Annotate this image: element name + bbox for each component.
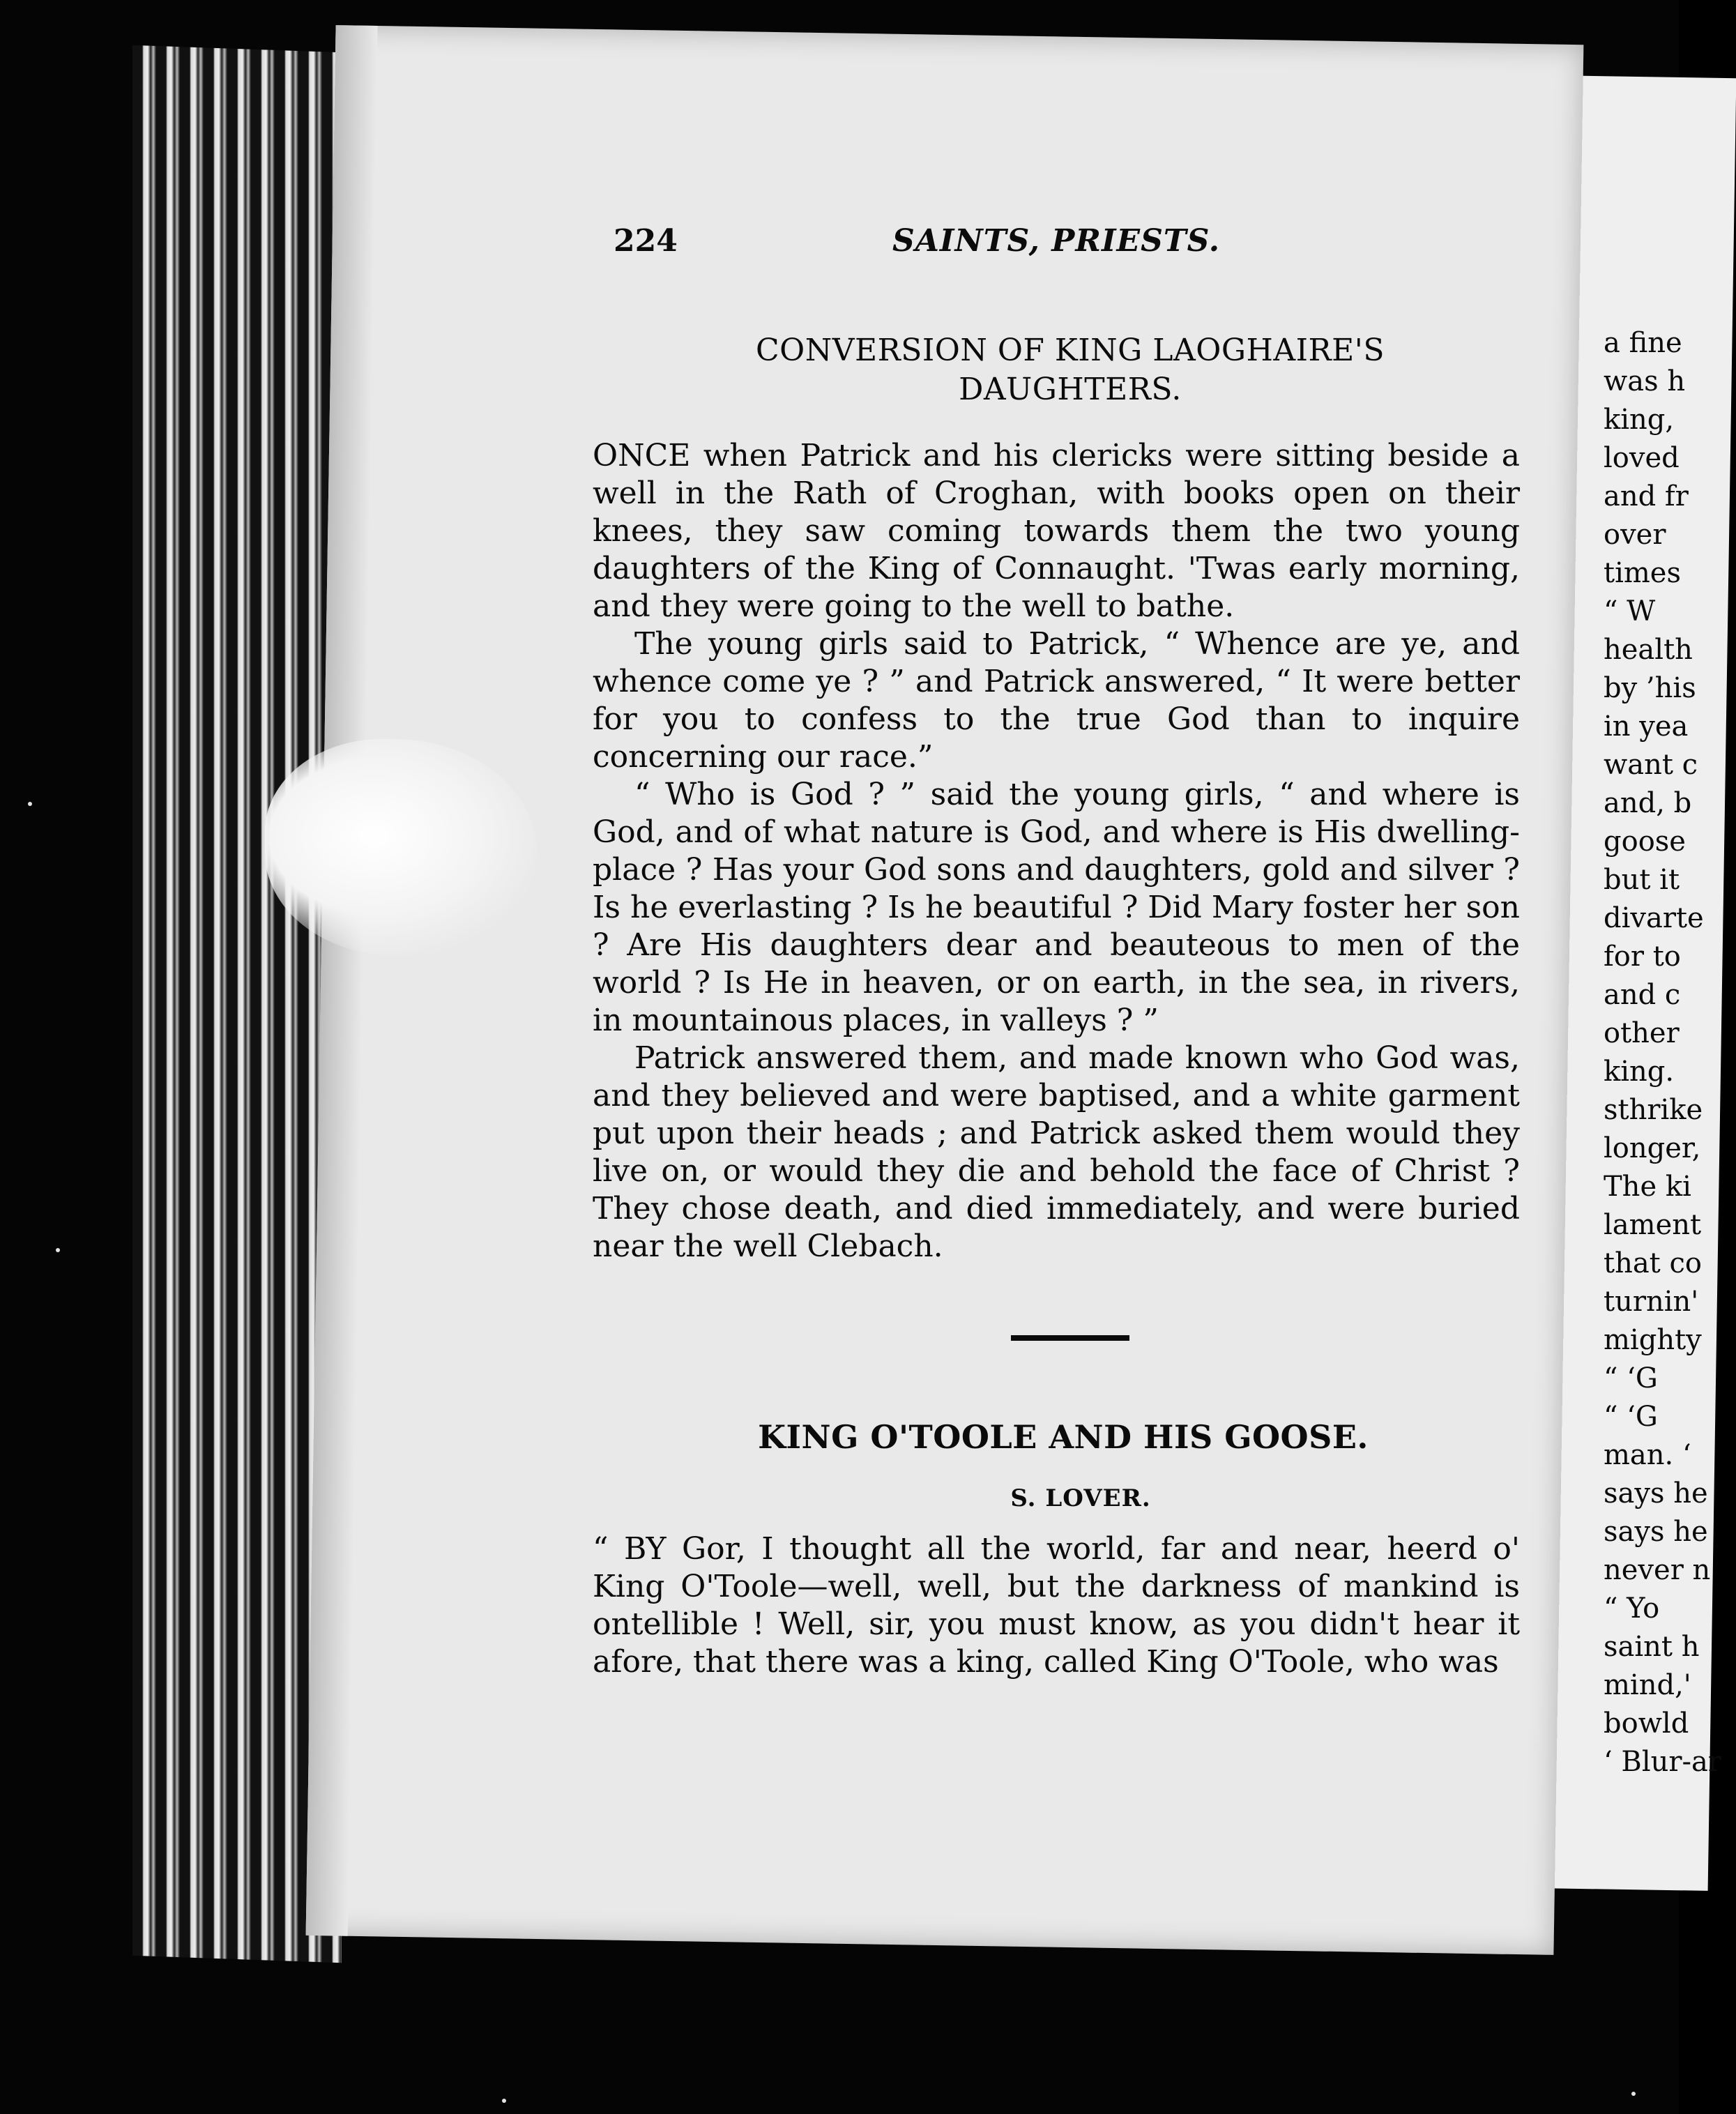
section-title-king-otoole: KING O'TOOLE AND HIS GOOSE. [758, 1418, 1369, 1456]
section-title-line: CONVERSION OF KING LAOGHAIRE'S [755, 333, 1385, 368]
page-number: 224 [614, 223, 678, 259]
facing-page-line: longer, [1604, 1132, 1701, 1164]
paragraph: ONCE when Patrick and his clericks were sitting beside a well in the Rath of Croghan, with books open on their knees, they saw coming towards them the two young daughters of the King of Connaught. 'Twas early morning, and they were going to the well to bathe. [593, 438, 1520, 624]
facing-page-line: and, b [1604, 787, 1692, 819]
paragraph: Patrick answered them, and made known who God was, and they believed and were baptised, and a white garment put upon their heads ; and Patrick asked them would they live on, or would they die and behold the face of Christ ? They chose death, and died immediately, and were buried near the well Clebach. [593, 1040, 1520, 1264]
facing-page-line: king. [1604, 1056, 1675, 1088]
facing-page-line: bowld [1604, 1708, 1689, 1740]
section-title-conversion [593, 331, 1520, 409]
facing-page-line: loved [1604, 442, 1680, 474]
facing-page-line: want c [1604, 749, 1698, 781]
facing-page-line: and fr [1604, 480, 1689, 512]
running-head: SAINTS, PRIESTS. [892, 223, 1221, 259]
facing-page-line: in yea [1604, 710, 1689, 743]
facing-page-text [1604, 324, 1721, 1781]
facing-page-line: lament [1604, 1209, 1702, 1241]
facing-page-line: that co [1604, 1247, 1702, 1279]
facing-page-line: “ Yo [1604, 1592, 1660, 1625]
facing-page-line: for to [1604, 941, 1681, 973]
section-title-line: DAUGHTERS. [959, 372, 1182, 407]
facing-page-line: and c [1604, 979, 1681, 1011]
paragraph: “ BY Gor, I thought all the world, far and near, heerd o' King O'Toole—well, well, but the darkness of mankind is ontellible ! Well, sir, you must know, as you didn't hear it afore, that there was a king, called King O'Toole, who was [593, 1531, 1520, 1680]
paragraph: The young girls said to Patrick, “ Whence are ye, and whence come ye ? ” and Patrick answered, “ It were better for you to confess to the true God than to inquire concerning our race.” [593, 626, 1520, 775]
facing-page-line: ‘ Blur-ar [1604, 1746, 1721, 1778]
section-divider-rule [1011, 1335, 1129, 1341]
facing-page-line: never n [1604, 1554, 1711, 1586]
facing-page-line: a fine [1604, 327, 1682, 359]
facing-page-line: over [1604, 519, 1666, 551]
page-content [593, 223, 1520, 1681]
facing-page-line: man. ‘ [1604, 1439, 1691, 1471]
page-header [593, 223, 1520, 265]
facing-page-line: sthrike [1604, 1094, 1703, 1126]
facing-page-line: times [1604, 557, 1681, 589]
facing-page-line: divarte [1604, 902, 1704, 934]
facing-page-line: health [1604, 634, 1693, 666]
facing-page-line: king, [1604, 404, 1675, 436]
facing-page-line: “ ‘G [1604, 1401, 1658, 1433]
facing-page-line: “ W [1604, 595, 1656, 628]
facing-page-line: says he [1604, 1516, 1708, 1548]
facing-page-line: was h [1604, 365, 1686, 397]
facing-page-line: The ki [1604, 1171, 1691, 1203]
facing-page-line: says he [1604, 1477, 1708, 1510]
facing-page-line: saint h [1604, 1631, 1700, 1663]
author-byline: S. LOVER. [1010, 1484, 1151, 1512]
facing-page-line: turnin' [1604, 1286, 1699, 1318]
facing-page-line: mind,' [1604, 1669, 1691, 1701]
paragraph: “ Who is God ? ” said the young girls, “ and where is God, and of what nature is God, and where is His dwelling-place ? Has your God sons and daughters, gold and silver ? Is he everlasting ? Is he beautiful ? Did Mary foster her son ? Are His daughters dear and beauteous to men of the world ? Is He in heaven, or on earth, in the sea, in rivers, in mountainous places, in valleys ? ” [593, 777, 1520, 1038]
facing-page-line: other [1604, 1017, 1680, 1049]
facing-page-line: “ ‘G [1604, 1362, 1658, 1394]
facing-page-line: by ’his [1604, 672, 1696, 704]
facing-page-line: mighty [1604, 1324, 1702, 1356]
facing-page-line: but it [1604, 864, 1680, 896]
facing-page-line: goose [1604, 826, 1686, 858]
